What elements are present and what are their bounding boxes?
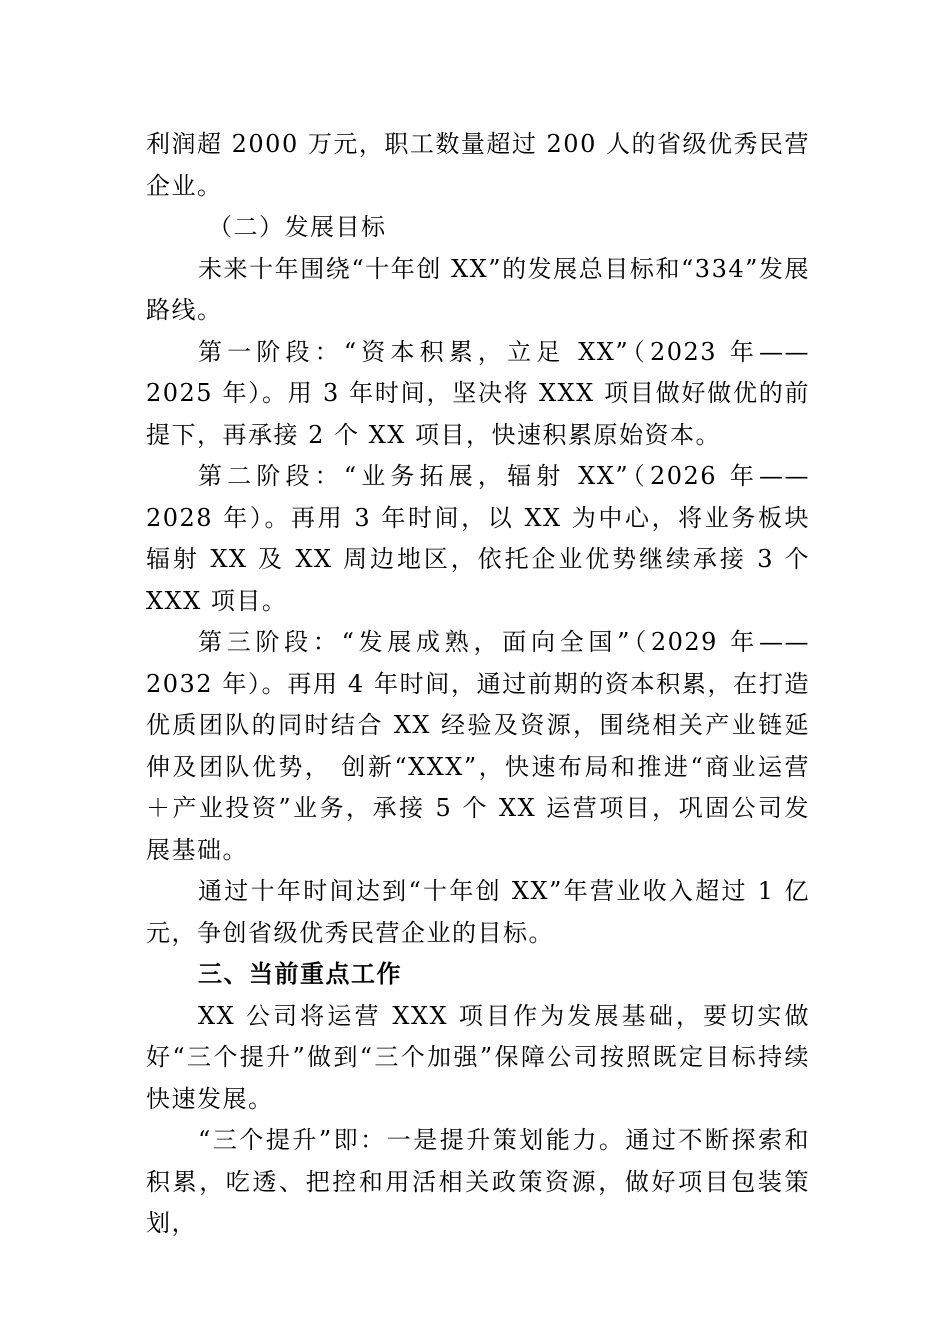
document-body	[146, 124, 810, 1245]
paragraph-phase-one: 第一阶段：“资本积累，立足 XX”（2023 年——2025 年）。用 3 年时间，坚决将 XXX 项目做好做优的前提下，再承接 2 个 XX 项目，快速积累原始资本。	[146, 337, 810, 449]
paragraph-phase-three: 第三阶段：“发展成熟，面向全国”（2029 年——2032 年）。再用 4 年时间，通过前期的资本积累，在打造优质团队的同时结合 XX 经验及资源，围绕相关产业链延伸及团队优势， 创新“XXX”，快速布局和推进“商业运营＋产业投资”业务，承接 5 个 XX 运营项目，巩固公司发展基础。	[146, 628, 810, 864]
paragraph-three-improvements: “三个提升”即：一是提升策划能力。通过不断探索和积累，吃透、把控和用活相关政策资源，做好项目包装策划，	[146, 1126, 810, 1237]
paragraph-phase-two: 第二阶段：“业务拓展，辐射 XX”（2026 年——2028 年）。再用 3 年时间，以 XX 为中心，将业务板块辐射 XX 及 XX 周边地区，依托企业优势继续承接 3 个 XXX 项目。	[146, 462, 810, 615]
paragraph-continuation: 利润超 2000 万元，职工数量超过 200 人的省级优秀民营企业。	[146, 130, 810, 200]
paragraph-ten-year-goal: 未来十年围绕“十年创 XX”的发展总目标和“334”发展路线。	[146, 254, 810, 324]
section-heading-current-key-work: 三、当前重点工作	[198, 960, 402, 988]
paragraph-ten-year-target: 通过十年时间达到“十年创 XX”年营业收入超过 1 亿元，争创省级优秀民营企业的目标。	[146, 877, 810, 947]
paragraph-operations-basis: XX 公司将运营 XXX 项目作为发展基础，要切实做好“三个提升”做到“三个加强”保障公司按照既定目标持续快速发展。	[146, 1001, 810, 1113]
section-subheading-development-goals: （二）发展目标	[208, 213, 387, 241]
